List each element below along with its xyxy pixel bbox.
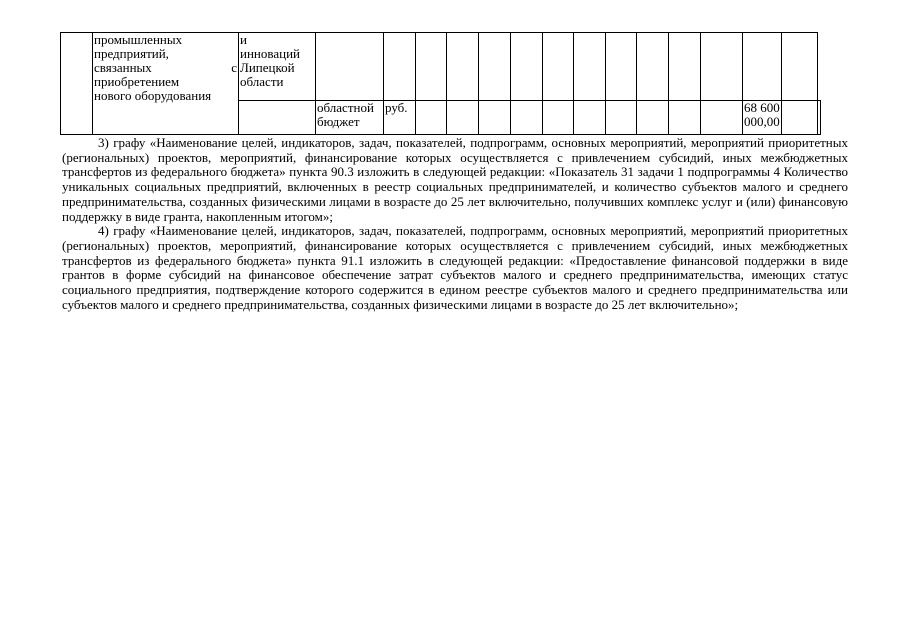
table-cell xyxy=(511,33,543,101)
paragraph-4: 4) графу «Наименование целей, индикаторов, задач, показателей, подпрограмм, основных мероприятий, мероприятий приоритетных (региональных) проектов, мероприятий, финансирование которых осуществляется с привлечением субсидий, иных межбюджетных трансфертов из федерального бюджета» пункта 91.1 изложить в следующей редакции: «Предоставление финансовой поддержки в виде грантов в форме субсидий на финансовое обеспечение затрат субъектов малого и среднего предпринимательства, имеющих статус социального предприятия, подтверждение которого содержится в едином реестре субъектов малого и среднего предпринимательства или субъектов малого и среднего предпринимательства, созданных физическими лицами в возрасте до 25 лет включительно»; xyxy=(62,223,848,312)
table-cell xyxy=(239,101,316,135)
amount-cell xyxy=(743,101,782,135)
table-cell xyxy=(511,101,543,135)
unit-cell: руб. xyxy=(384,101,416,135)
table-cell xyxy=(447,33,479,101)
executor-line: Липецкой xyxy=(240,60,295,75)
table-cell xyxy=(669,33,701,101)
event-name-line: связанных с xyxy=(94,60,237,75)
table-cell xyxy=(606,101,637,135)
amount-line: 68 600 xyxy=(744,100,780,115)
executor-line: области xyxy=(240,74,284,89)
event-name-cell xyxy=(93,33,239,135)
table-cell xyxy=(781,101,817,135)
table-cell xyxy=(384,33,416,101)
table-row xyxy=(61,33,821,101)
table-cell xyxy=(543,101,574,135)
table-cell xyxy=(543,33,574,101)
event-name-line: приобретением xyxy=(94,74,180,89)
table-cell xyxy=(637,101,669,135)
table-cell xyxy=(574,101,606,135)
table-cell xyxy=(447,101,479,135)
table-cell xyxy=(479,101,511,135)
event-name-line: предприятий, xyxy=(94,46,169,61)
funding-source-line: областной xyxy=(317,100,374,115)
table-cell xyxy=(416,33,447,101)
event-name-line: нового оборудования xyxy=(94,88,212,103)
table-cell xyxy=(817,101,820,135)
table-cell xyxy=(701,101,743,135)
executor-line: инноваций xyxy=(240,46,300,61)
table-cell xyxy=(316,33,384,101)
number-cell xyxy=(61,33,93,135)
table-cell xyxy=(637,33,669,101)
program-table xyxy=(60,32,821,135)
table-cell xyxy=(606,33,637,101)
table-cell xyxy=(479,33,511,101)
table-cell xyxy=(701,33,743,101)
funding-source-cell xyxy=(316,101,384,135)
table-cell xyxy=(669,101,701,135)
funding-source-line: бюджет xyxy=(317,114,360,129)
executor-line: и xyxy=(240,32,247,47)
amendment-text xyxy=(62,136,848,312)
amount-line: 000,00 xyxy=(744,114,780,129)
table-cell xyxy=(781,33,817,101)
table-cell xyxy=(574,33,606,101)
table-cell xyxy=(743,33,782,101)
event-name-line: промышленных xyxy=(94,32,183,47)
executor-cell xyxy=(239,33,316,101)
paragraph-3: 3) графу «Наименование целей, индикаторов, задач, показателей, подпрограмм, основных мероприятий, мероприятий приоритетных (региональных) проектов, мероприятий, финансирование которых осуществляется с привлечением субсидий, иных межбюджетных трансфертов из федерального бюджета» пункта 90.3 изложить в следующей редакции: «Показатель 31 задачи 1 подпрограммы 4 Количество уникальных социальных предприятий, включенных в реестр социальных предпринимателей, и количество субъектов малого и среднего предпринимательства, созданных физическими лицами в возрасте до 25 лет включительно, получивших комплекс услуг и (или) финансовую поддержку в виде гранта, накопленным итогом»; xyxy=(62,135,848,224)
table-cell xyxy=(416,101,447,135)
